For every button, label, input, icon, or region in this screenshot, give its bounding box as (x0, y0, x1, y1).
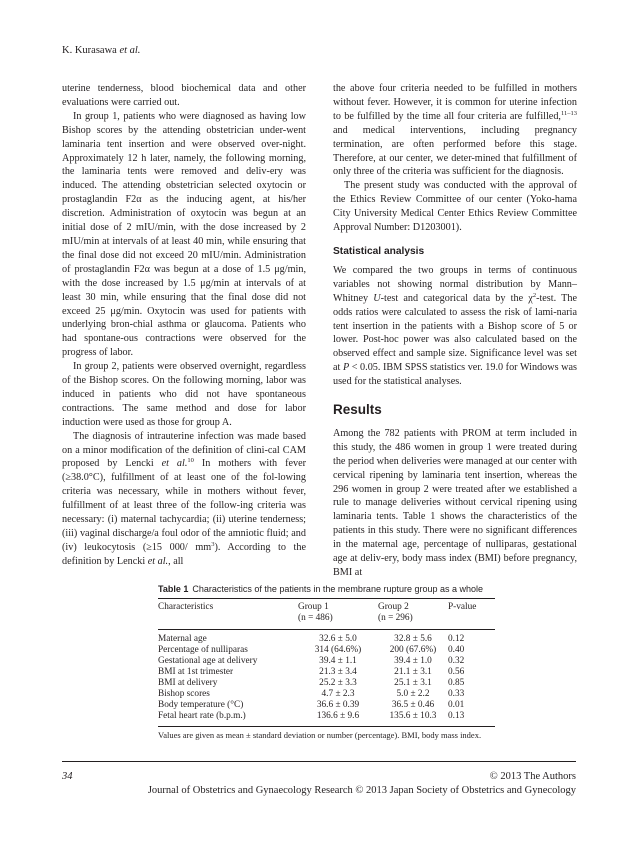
journal-line: Journal of Obstetrics and Gynaecology Research © 2013 Japan Society of Obstetrics and Gynecology (147, 785, 576, 796)
p-value: 0.56 (448, 667, 465, 677)
row-label: Body temperature (°C) (158, 700, 244, 710)
paragraph: In group 1, patients who were diagnosed as having low Bishop scores by the attending obstetrician under-went laminaria tent insertion and were observed over-night. Approximately 12 h later, namely, the following morning, the laminaria tents were removed and deliv-ery was induced. The attending obstetrician selected oxytocin or prostaglandin F2α as the inducing agent, at his/her discretion. Administration of oxytocin was begun at an initial dose of 2 mIU/min, with the dose increased by 2 mIU/min at intervals of at least 40 min, while ensuring that the final dose did not exceed 20 mIU/min. Administration of prostaglandin F2α was begun at a dose of 1.5 μg/min, with the dose increased by 1.5 μg/min at intervals of at least 30 min, while ensuring that the final dose did not exceed 25 μg/min. Oxytocin was used for patients with underlying bron-chial asthma or glaucoma. Patients who had spontane-ous contractions were observed for the progress of labor. (62, 110, 306, 359)
text-run: In mothers with fever (≥38.0°C), fulfillment of at least one of the fol-lowing criteria was necessary, while in mothers without fever, fulfillment of at least three of the follow-ing criteria was necessary: (i) maternal tachycardia; (ii) uterine tenderness; (iii) vaginal discharge/a foul odor of the amniotic fluid; and (iv) leukocytosis (≥15 000/ mm (62, 458, 306, 553)
header-p-value: P-value (448, 602, 477, 612)
text-run: and medical interventions, including pregnancy termination, are often performed before this stage. Therefore, at our center, we deter-mined that fulfillment of only three of the criteria was sufficient for the diagnosis. (333, 124, 577, 178)
text-run: ). According to the definition by Lencki (62, 541, 306, 567)
text-run: We compared the two groups in terms of continuous variables not showing normal distribution by Mann–Whitney (333, 264, 577, 304)
etal-text: et al. (161, 458, 188, 470)
row-label: Fetal heart rate (b.p.m.) (158, 711, 246, 721)
group2-value: 32.8 ± 5.6 (394, 634, 432, 644)
table-1 (158, 584, 495, 741)
running-head (62, 45, 140, 56)
text-run: < 0.05. IBM SPSS statistics ver. 19.0 for Windows was used for the statistical analyses. (333, 362, 577, 388)
group1-value: 136.6 ± 9.6 (316, 711, 360, 721)
group2-value: 200 (67.6%) (389, 645, 437, 655)
copyright-line: © 2013 The Authors (489, 771, 576, 782)
table-row (158, 630, 495, 645)
group1-value: 4.7 ± 2.3 (321, 689, 355, 699)
citation: 11–13 (560, 109, 577, 117)
group2-value: 39.4 ± 1.0 (394, 656, 432, 666)
paragraph (333, 264, 577, 389)
running-head-authors: K. Kurasawa (62, 45, 117, 56)
header-group1-n: (n = 486) (298, 613, 333, 623)
right-column (333, 82, 577, 580)
table-note: Values are given as mean ± standard deviation or number (percentage). BMI, body mass index. (158, 730, 482, 740)
p-value: 0.12 (448, 634, 465, 644)
p-value: 0.01 (448, 700, 465, 710)
group1-value: 314 (64.6%) (314, 645, 362, 655)
header-group2 (378, 599, 448, 629)
group2-value: 25.1 ± 3.1 (394, 678, 432, 688)
header-group2-label: Group 2 (378, 602, 409, 612)
table-row (158, 678, 495, 689)
row-label: BMI at 1st trimester (158, 667, 234, 677)
row-label: Bishop scores (158, 689, 210, 699)
table-label: Table 1 (158, 584, 189, 594)
header-group2-n: (n = 296) (378, 613, 413, 623)
paragraph: In group 2, patients were observed overnight, regardless of the Bishop scores. On the following morning, labor was induced in patients who did not have spontaneous contractions. The same method and dose for labor induction were used as those for group A. (62, 361, 306, 428)
header-group1 (298, 599, 378, 629)
italic-u: U (373, 292, 381, 304)
text-run: -test and categorical data by the χ (380, 292, 533, 304)
group2-value: 36.5 ± 0.46 (391, 700, 435, 710)
table-row (158, 667, 495, 678)
superscript: 2 (532, 291, 537, 299)
footer-rule (62, 761, 576, 762)
group1-value: 39.4 ± 1.1 (319, 656, 357, 666)
paragraph (62, 430, 306, 569)
header-group1-label: Group 1 (298, 602, 329, 612)
running-head-etal: et al. (119, 45, 141, 56)
text-run: , all (168, 555, 184, 567)
p-value: 0.32 (448, 656, 465, 666)
group1-value: 25.2 ± 3.3 (319, 678, 357, 688)
table-row (158, 689, 495, 700)
group2-value: 5.0 ± 2.2 (396, 689, 430, 699)
etal-text: et al. (147, 555, 169, 567)
page-number: 34 (62, 771, 73, 782)
text-run: the above four criteria needed to be fulfilled in mothers without fever. However, it is common for uterine infection to be fulfilled by the time all four criteria are fulfilled, (333, 83, 577, 122)
text-run: The diagnosis of intrauterine infection was made based on a minor modification of the definition of clini-cal CAM proposed by Lencki (62, 430, 306, 470)
p-value: 0.85 (448, 678, 465, 688)
p-value: 0.40 (448, 645, 465, 655)
group2-value: 135.6 ± 10.3 (389, 711, 437, 721)
group1-value: 36.6 ± 0.39 (316, 700, 360, 710)
paragraph: Among the 782 patients with PROM at term included in this study, the 486 women in group 1 were treated during the period when deliveries were managed at our center with cervical ripening by laminaria tent insertion, whereas the 296 women in group 2 were treated after we established a rule to manage deliveries without cervical ripening using laminaria tents. Table 1 shows the characteristics of the patients in this study. There were no significant differences in the maternal age, percentage of nulliparas, gestational age at deliv-ery, body mass index (BMI) before pregnancy, BMI at (333, 427, 577, 578)
row-label: Gestational age at delivery (158, 656, 258, 666)
table-caption (158, 584, 495, 594)
table-body (158, 630, 495, 726)
group2-value: 21.1 ± 3.1 (394, 667, 432, 677)
group1-value: 21.3 ± 3.4 (319, 667, 357, 677)
paragraph: uterine tenderness, blood biochemical data and other evaluations were carried out. (62, 83, 306, 108)
section-heading-statistical-analysis: Statistical analysis (333, 245, 425, 257)
table-row (158, 656, 495, 667)
paragraph (333, 82, 577, 179)
row-label: Maternal age (158, 634, 207, 644)
table-header (158, 599, 495, 629)
table-caption-text: Characteristics of the patients in the membrane rupture group as a whole (192, 584, 484, 594)
citation: 10 (187, 457, 194, 465)
row-label: BMI at delivery (158, 678, 218, 688)
row-label: Percentage of nulliparas (158, 645, 248, 655)
paragraph: The present study was conducted with the approval of the Ethics Review Committee of our center (Yoko-hama City University Medical Center Ethics Review Committee Approval Number: D1203001). (333, 180, 577, 234)
table-row (158, 700, 495, 711)
table-row (158, 645, 495, 656)
p-value: 0.33 (448, 689, 465, 699)
text-run: -test. The odds ratios were calculated to assess the risk of lami-naria tent insertion in the patients with a Bishop score of 5 or lower. Post-hoc power was also calculated based on the observed effect and sample size. Significance level was set at (333, 292, 577, 374)
left-column (62, 82, 306, 569)
italic-p: P (342, 362, 350, 374)
group1-value: 32.6 ± 5.0 (319, 634, 357, 644)
table-bottom-rule (158, 726, 495, 727)
table-row (158, 711, 495, 726)
section-heading-results: Results (333, 402, 382, 418)
header-characteristics: Characteristics (158, 602, 214, 612)
superscript: 3 (211, 540, 215, 548)
p-value: 0.13 (448, 711, 465, 721)
